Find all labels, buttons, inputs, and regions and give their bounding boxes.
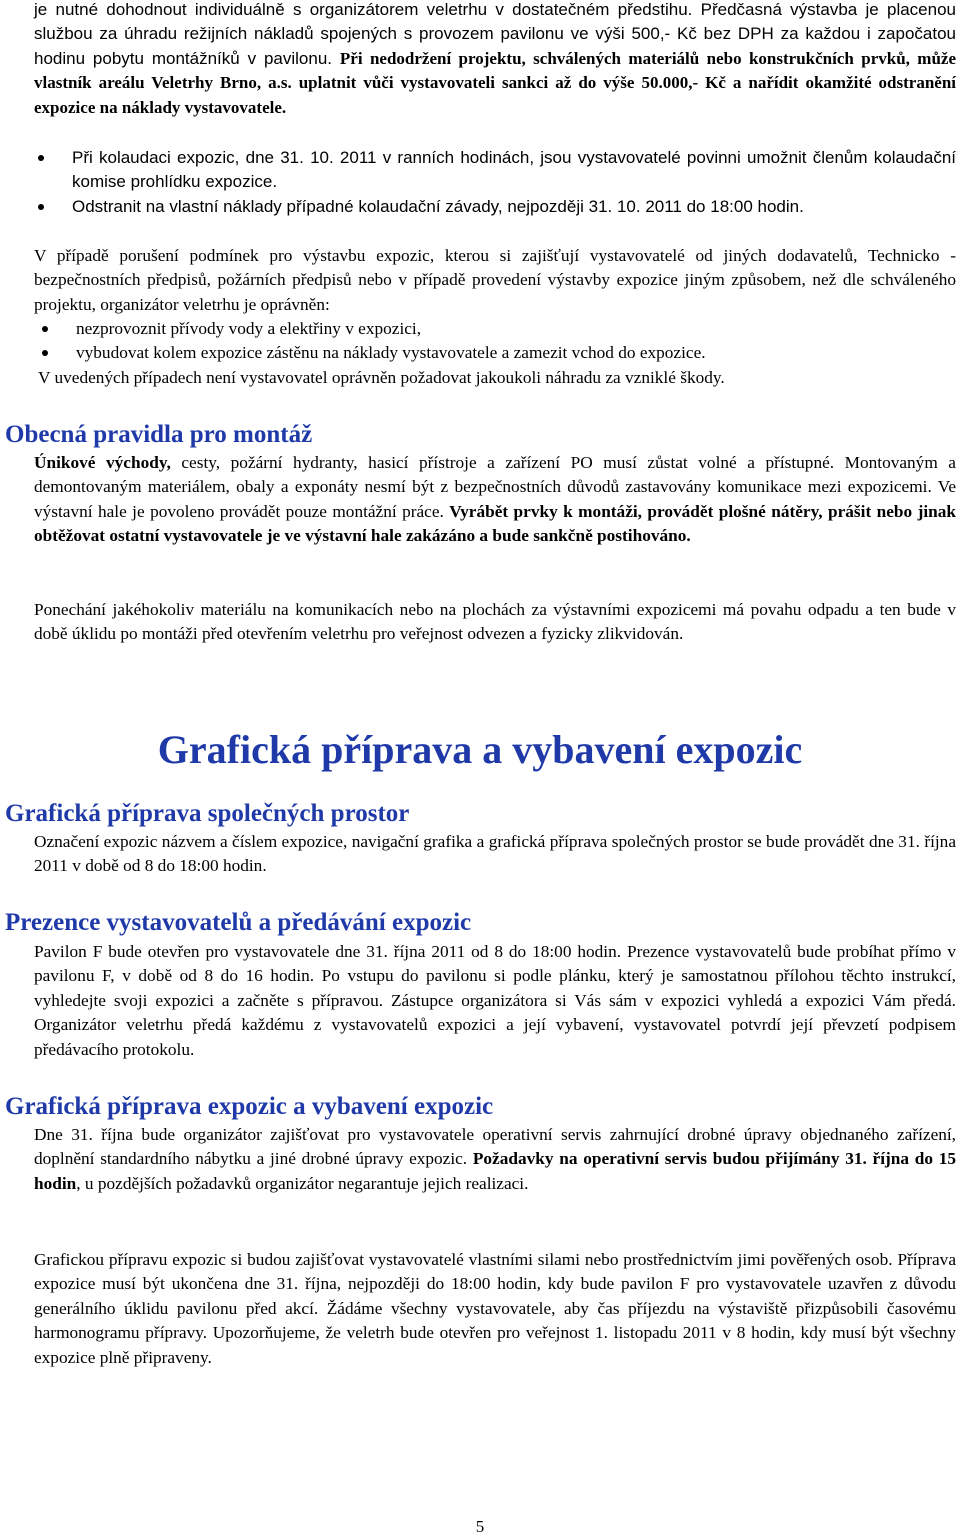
common-areas-heading: Grafická příprava společných prostor bbox=[5, 800, 410, 827]
presence-heading: Prezence vystavovatelů a předávání expozic bbox=[5, 909, 472, 936]
rules-lead-bold: Únikové východy, bbox=[34, 453, 171, 472]
rules-heading: Obecná pravidla pro montáž bbox=[5, 421, 313, 448]
waste-paragraph: Ponechání jakéhokoliv materiálu na komunikacích nebo na plochách za výstavními expozicemi má povahu odpadu a ten bude v době úklidu po montáži před otevřením veletrhu pro veřejnost odvezen a fyzicky zlikvidován. bbox=[34, 600, 956, 644]
presence-paragraph: Pavilon F bude otevřen pro vystavovatele dne 31. října 2011 od 8 do 18:00 hodin. Prezence vystavovatelů bude probíhat přímo v pavilonu F, v době od 8 do 16 hodin. Po vstupu do pavilonu si podle plánku, který je samostatnou přílohou těchto instrukcí, vyhledejte svoji expozici a začněte s přípravou. Zástupce organizátora si Vás sám v expozici vyhledá a expozici Vám předá. Organizátor veletrhu předá každému z vystavovatelů expozici a její vybavení, vystavovatel potvrdí její převzetí podpisem předávacího protokolu. bbox=[34, 942, 956, 1059]
intro-sanction-text: Při nedodržení projektu, schválených materiálů nebo konstrukčních prvků, může vlastník areálu Veletrhy Brno, a.s. uplatnit vůči vystavovateli sankci až do výše 50.000,- Kč a nařídit okamžité odstranění expozice na náklady vystavovatele. bbox=[34, 48, 956, 117]
equipment-paragraph bbox=[34, 1123, 956, 1196]
list-item: Odstranit na vlastní náklady případné kolaudační závady, nejpozději 31. 10. 2011 do 18:00 hodin. bbox=[34, 195, 956, 219]
intro-text: je nutné dohodnout individuálně s organizátorem veletrhu v dostatečném předstihu. Předčasná výstavba je placenou službou za úhradu režijních nákladů spojených s provozem pavilonu ve výši 500,- Kč bez DPH za každou i započatou hodinu pobytu montážníků v pavilonu. bbox=[34, 0, 956, 68]
rules-paragraph bbox=[34, 451, 956, 549]
list-item: nezprovoznit přívody vody a elektřiny v expozici, bbox=[38, 317, 956, 341]
violation-bullet-list bbox=[38, 317, 956, 366]
list-item: Při kolaudaci expozic, dne 31. 10. 2011 v ranních hodinách, jsou vystavovatelé povinni umožnit členům kolaudační komise prohlídku expozice. bbox=[34, 146, 956, 195]
rules-text: cesty, požární hydranty, hasicí přístroje a zařízení PO musí zůstat volné a přístupné. Montovaným a demontovaným materiálem, obaly a exponáty nesmí být z bezpečnostních důvodů zastavovány komunikace mezi expozicemi. Ve výstavní hale je povoleno provádět pouze montážní práce. bbox=[34, 453, 956, 521]
inspection-bullet-list bbox=[34, 146, 956, 219]
equipment-text: Dne 31. října bude organizátor zajišťovat pro vystavovatele operativní servis zahrnující drobné úpravy objednaného zařízení, doplnění standardního nábytku a jiné drobné úpravy expozic. bbox=[34, 1125, 956, 1169]
equipment-text-end: , u pozdějších požadavků organizátor negarantuje jejich realizaci. bbox=[76, 1173, 529, 1193]
page-number: 5 bbox=[475, 1517, 485, 1536]
page-title: Grafická příprava a vybavení expozic bbox=[157, 727, 803, 772]
graphic-prep-paragraph: Grafickou přípravu expozic si budou zajišťovat vystavovatelé vlastními silami nebo prostřednictvím jimi pověřených osob. Příprava expozice musí být ukončena dne 31. října, nejpozději do 18:00 hodin, kdy bude pavilon F pro vystavovatele uzavřen z důvodu generálního úklidu pavilonu před akcí. Žádáme všechny vystavovatele, aby čas příjezdu na výstaviště přizpůsobili časovému harmonogramu přípravy. Upozorňujeme, že veletrh bude otevřen pro veřejnost 1. listopadu 2011 v 8 hodin, kdy musí být všechny expozice plně připraveny. bbox=[34, 1250, 956, 1367]
equipment-heading: Grafická příprava expozic a vybavení expozic bbox=[5, 1093, 494, 1120]
equipment-deadline-bold: Požadavky na operativní servis budou přijímány 31. října do 15 hodin bbox=[34, 1149, 957, 1193]
violation-paragraph: V případě porušení podmínek pro výstavbu expozic, kterou si zajišťují vystavovatelé od jiných dodavatelů, Technicko - bezpečnostních předpisů, požárních předpisů nebo v případě provedení výstavby expozice jiným způsobem, než dle schváleného projektu, organizátor veletrhu je oprávněn: bbox=[34, 246, 956, 314]
common-areas-paragraph: Označení expozic názvem a číslem expozice, navigační grafika a grafická příprava společných prostor se bude provádět dne 31. října 2011 v době od 8 do 18:00 hodin. bbox=[34, 832, 956, 876]
list-item: vybudovat kolem expozice zástěnu na náklady vystavovatele a zamezit vchod do expozice. bbox=[38, 341, 956, 365]
intro-paragraph bbox=[34, 0, 956, 120]
rules-prohibition-bold: Vyrábět prvky k montáži, provádět plošné nátěry, prášit nebo jinak obtěžovat ostatní vystavovatele je ve výstavní hale zakázáno a bude sankčně postihováno. bbox=[34, 501, 956, 546]
violation-after-text: V uvedených případech není vystavovatel oprávněn požadovat jakoukoli náhradu za vzniklé škody. bbox=[38, 368, 725, 387]
